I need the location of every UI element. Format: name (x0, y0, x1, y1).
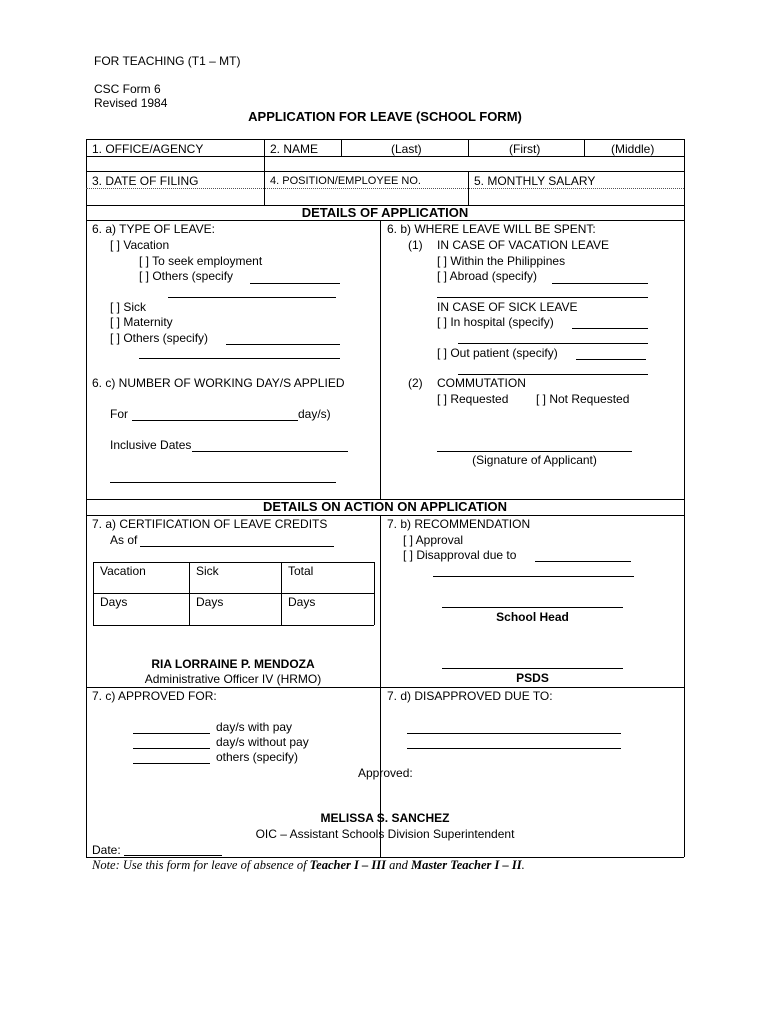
as-of-line[interactable] (140, 546, 334, 547)
table-cell-vacation-days: Days (100, 595, 128, 609)
maternity-checkbox[interactable]: [ ] Maternity (110, 315, 173, 329)
commutation-number: (2) (408, 376, 423, 390)
footnote-suffix: . (521, 858, 525, 872)
days-unit-label: day/s) (298, 407, 331, 421)
school-head-label: School Head (496, 610, 569, 624)
where-spent-label: 6. b) WHERE LEAVE WILL BE SPENT: (387, 222, 596, 236)
disapproval-reason-line[interactable] (535, 561, 631, 562)
sick-checkbox[interactable]: [ ] Sick (110, 300, 147, 314)
table-header-total: Total (288, 564, 314, 578)
details-heading: DETAILS OF APPLICATION (301, 205, 469, 220)
not-requested-checkbox[interactable]: [ ] Not Requested (536, 392, 630, 406)
approval-checkbox[interactable]: [ ] Approval (403, 533, 464, 547)
date-line[interactable] (124, 855, 222, 856)
office-agency-label: 1. OFFICE/AGENCY (92, 142, 204, 156)
case-vacation-number: (1) (408, 238, 423, 252)
others-line[interactable] (133, 763, 210, 764)
abroad-specify-line[interactable] (552, 283, 648, 284)
others-specify-checkbox-2[interactable]: [ ] Others (specify) (110, 331, 209, 345)
teaching-label: FOR TEACHING (T1 – MT) (94, 54, 241, 68)
within-philippines-checkbox[interactable]: [ ] Within the Philippines (437, 254, 566, 268)
form-number: CSC Form 6 (94, 82, 161, 96)
working-days-label: 6. c) NUMBER OF WORKING DAY/S APPLIED (92, 376, 345, 390)
monthly-salary-label: 5. MONTHLY SALARY (474, 174, 596, 188)
footnote (92, 858, 525, 872)
psds-signature-line[interactable] (442, 668, 623, 669)
superintendent-title: OIC – Assistant Schools Division Superintendent (255, 827, 515, 841)
others-specify-line-2[interactable] (168, 297, 336, 298)
days-applied-line[interactable] (132, 420, 298, 421)
hrmo-title: Administrative Officer IV (HRMO) (144, 672, 322, 686)
others-specify-2-line[interactable] (226, 344, 340, 345)
others-specify-checkbox[interactable]: [ ] Others (specify (139, 269, 234, 283)
table-header-sick: Sick (196, 564, 219, 578)
superintendent-name: MELISSA S. SANCHEZ (320, 811, 450, 825)
inclusive-dates-label: Inclusive Dates (110, 438, 192, 452)
type-of-leave-label: 6. a) TYPE OF LEAVE: (92, 222, 215, 236)
school-head-signature-line[interactable] (442, 607, 623, 608)
without-pay-line[interactable] (133, 748, 210, 749)
seek-employment-checkbox[interactable]: [ ] To seek employment (139, 254, 263, 268)
position-label: 4. POSITION/EMPLOYEE NO. (270, 175, 421, 187)
with-pay-label: day/s with pay (216, 720, 293, 734)
hrmo-name: RIA LORRAINE P. MENDOZA (151, 657, 315, 671)
approved-label: Approved: (358, 766, 413, 780)
inclusive-dates-line-2[interactable] (110, 482, 336, 483)
commutation-label: COMMUTATION (437, 376, 526, 390)
disapproved-reason-line[interactable] (407, 733, 621, 734)
signature-line[interactable] (437, 451, 632, 452)
requested-checkbox[interactable]: [ ] Requested (437, 392, 509, 406)
revised-label: Revised 1984 (94, 96, 168, 110)
footnote-master: Master Teacher I – II (410, 858, 522, 872)
psds-label: PSDS (516, 671, 549, 685)
case-vacation-label: IN CASE OF VACATION LEAVE (437, 238, 610, 252)
date-label: Date: (92, 843, 121, 857)
for-label: For (110, 407, 128, 421)
out-patient-line-2[interactable] (458, 374, 648, 375)
footnote-teacher: Teacher I – III (309, 858, 386, 872)
in-hospital-line-2[interactable] (458, 343, 648, 344)
others-specify-2-line-2[interactable] (139, 358, 340, 359)
in-hospital-checkbox[interactable]: [ ] In hospital (specify) (437, 315, 554, 329)
disapproved-due-label: 7. d) DISAPPROVED DUE TO: (387, 689, 553, 703)
table-cell-total-days: Days (288, 595, 316, 609)
with-pay-line[interactable] (133, 733, 210, 734)
others-specify-line[interactable] (250, 283, 340, 284)
without-pay-label: day/s without pay (216, 735, 309, 749)
out-patient-checkbox[interactable]: [ ] Out patient (specify) (437, 346, 558, 360)
first-name-label: (First) (509, 142, 541, 156)
action-heading: DETAILS ON ACTION ON APPLICATION (262, 499, 508, 514)
footnote-and: and (385, 858, 411, 872)
table-header-vacation: Vacation (100, 564, 146, 578)
table-cell-sick-days: Days (196, 595, 224, 609)
certification-label: 7. a) CERTIFICATION OF LEAVE CREDITS (92, 517, 328, 531)
name-label: 2. NAME (270, 142, 319, 156)
last-name-label: (Last) (391, 142, 422, 156)
footnote-prefix: Note: Use this form for leave of absence of (92, 858, 310, 872)
disapproval-checkbox[interactable]: [ ] Disapproval due to (403, 548, 517, 562)
middle-name-label: (Middle) (611, 142, 655, 156)
date-of-filing-label: 3. DATE OF FILING (92, 174, 199, 188)
in-hospital-line[interactable] (572, 328, 648, 329)
vacation-checkbox[interactable]: [ ] Vacation (110, 238, 170, 252)
case-sick-label: IN CASE OF SICK LEAVE (437, 300, 578, 314)
approved-for-label: 7. c) APPROVED FOR: (92, 689, 217, 703)
disapproval-reason-line-2[interactable] (433, 576, 634, 577)
as-of-label: As of (110, 533, 138, 547)
out-patient-line[interactable] (576, 359, 646, 360)
disapproved-reason-line-2[interactable] (407, 748, 621, 749)
inclusive-dates-line[interactable] (192, 451, 348, 452)
form-title: APPLICATION FOR LEAVE (SCHOOL FORM) (248, 109, 522, 124)
signature-label: (Signature of Applicant) (472, 453, 597, 467)
others-label: others (specify) (216, 750, 299, 764)
abroad-specify-line-2[interactable] (437, 297, 648, 298)
abroad-checkbox[interactable]: [ ] Abroad (specify) (437, 269, 538, 283)
recommendation-label: 7. b) RECOMMENDATION (387, 517, 531, 531)
